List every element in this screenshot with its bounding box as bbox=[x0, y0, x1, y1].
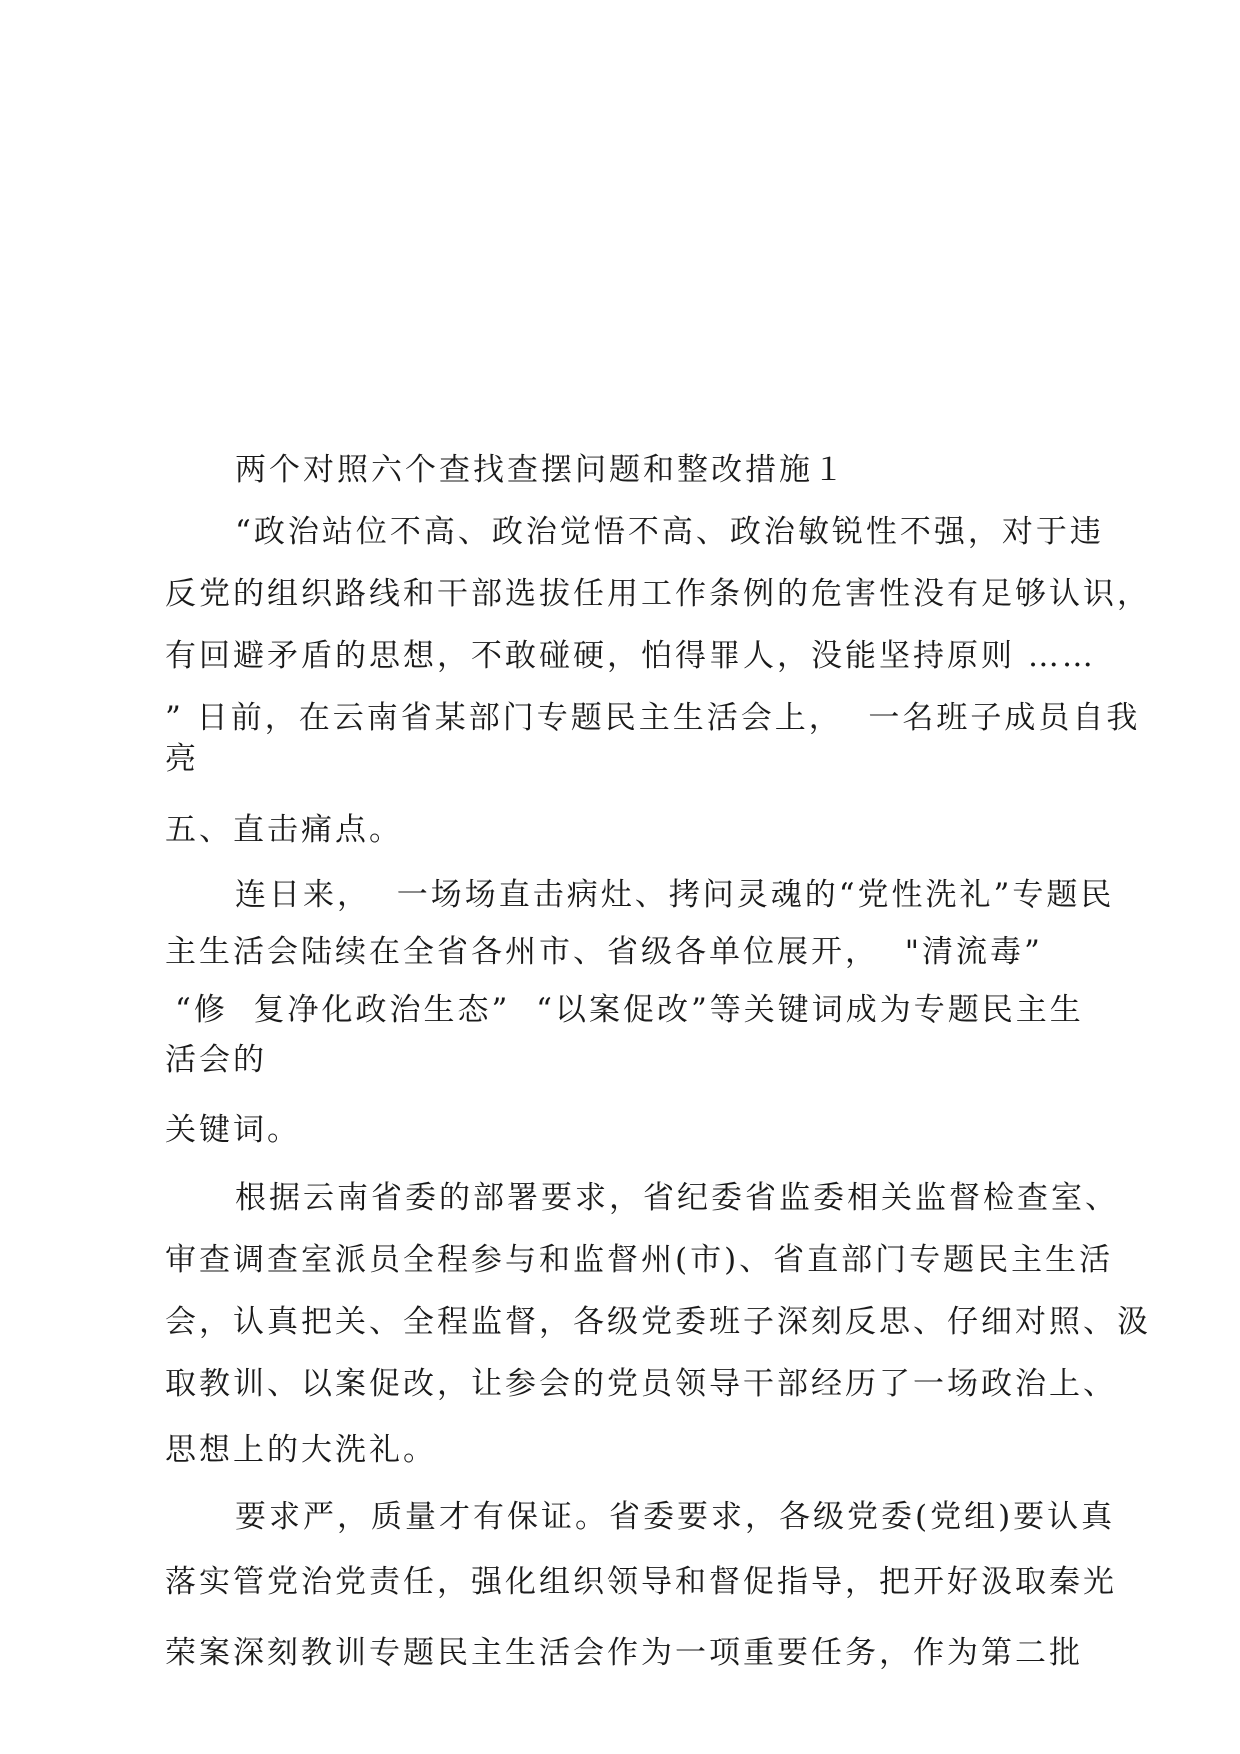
paragraph-line: 主生活会陆续在全省各州市、省级各单位展开， "清流毒” bbox=[165, 934, 1043, 970]
section-heading: 五、直击痛点。 bbox=[165, 812, 403, 848]
paragraph-line: 连日来， 一场场直击病灶、拷问灵魂的“党性洗礼”专题民 bbox=[235, 877, 1115, 913]
paragraph-line: “修 复净化政治生态” “以案促改”等关键词成为专题民主生 bbox=[175, 992, 1084, 1028]
paragraph-line: 荣案深刻教训专题民主生活会作为一项重要任务，作为第二批 bbox=[165, 1635, 1083, 1671]
paragraph-line: 会，认真把关、全程监督，各级党委班子深刻反思、仔细对照、汲 bbox=[165, 1304, 1151, 1340]
document-title: 两个对照六个查找查摆问题和整改措施１ bbox=[235, 452, 847, 488]
paragraph-line: 思想上的大洗礼。 bbox=[165, 1432, 437, 1468]
paragraph-line: 审查调查室派员全程参与和监督州(市)、省直部门专题民主生活 bbox=[165, 1242, 1114, 1278]
paragraph-line: 活会的 bbox=[165, 1042, 267, 1078]
paragraph-line: 有回避矛盾的思想，不敢碰硬，怕得罪人，没能坚持原则 …… bbox=[165, 638, 1096, 674]
paragraph-line: 取教训、以案促改，让参会的党员领导干部经历了一场政治上、 bbox=[165, 1366, 1117, 1402]
paragraph-line: ” 日前，在云南省某部门专题民主生活会上， 一名班子成员自我 bbox=[165, 700, 1141, 736]
paragraph-line: 关键词。 bbox=[165, 1112, 301, 1148]
paragraph-line: 要求严，质量才有保证。省委要求，各级党委(党组)要认真 bbox=[235, 1499, 1116, 1535]
paragraph-line: 亮 bbox=[165, 741, 199, 777]
paragraph-line: “政治站位不高、政治觉悟不高、政治敏锐性不强，对于违 bbox=[235, 514, 1104, 550]
paragraph-line: 反党的组织路线和干部选拔任用工作条例的危害性没有足够认识， bbox=[165, 576, 1151, 612]
paragraph-line: 落实管党治党责任，强化组织领导和督促指导，把开好汲取秦光 bbox=[165, 1564, 1117, 1600]
paragraph-line: 根据云南省委的部署要求，省纪委省监委相关监督检查室、 bbox=[235, 1180, 1119, 1216]
